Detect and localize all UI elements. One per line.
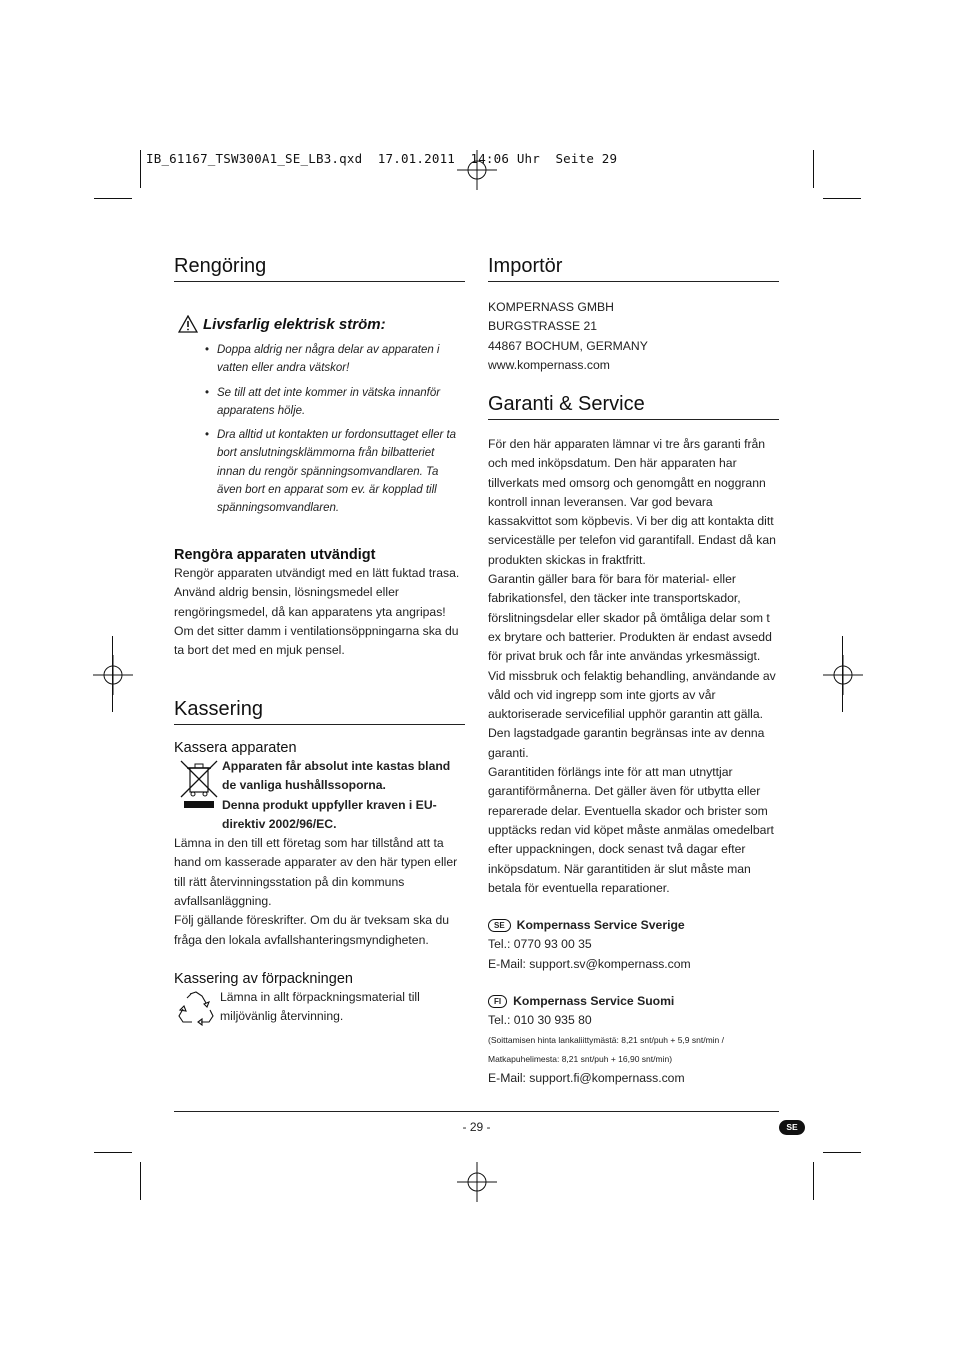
service-se (488, 916, 779, 974)
importor-heading: Importör (488, 255, 779, 282)
kassera-subsection (174, 740, 465, 950)
rengora-heading: Rengöra apparaten utvändigt (174, 547, 376, 563)
fi-mail: E-Mail: support.fi@kompernass.com (488, 1070, 685, 1085)
registration-mark-right (823, 655, 863, 695)
warning-block (174, 315, 465, 333)
fi-tel: Tel.: 010 30 935 80 (488, 1013, 592, 1028)
section-kassering (174, 698, 465, 725)
fi-note-1: (Soittamisen hinta lankaliittymästä: 8,21 snt/puh + 5,9 snt/min / (488, 1034, 724, 1045)
warning-bullet: • Doppa aldrig ner några delar av apparaten i vatten eller andra vätskor! (174, 341, 465, 378)
importor-line: BURGSTRASSE 21 (488, 319, 598, 334)
garanti-para-5: Garantitiden förlängs inte för att man utnyttjar garantiförmånerna. Det gäller även för utbytta eller reparerade delar. Eventuella skador och brister som upptäcks redan vid köpet måste anmälas omedelbart efter uppackningen, dock senast två dagar efter inköpsdatum. När garantitiden är slut måste man betala för eventuella reparationer. (488, 765, 774, 895)
kassera-bold-2: Denna produkt uppfyller kraven i EU-direktiv 2002/96/EC. (222, 797, 437, 831)
footer-rule (174, 1111, 779, 1112)
rengora-text-2: Om det sitter damm i ventilationsöppningarna ska du ta bort det med en mjuk pensel. (174, 623, 459, 658)
recycling-icon (176, 990, 216, 1026)
forpackning-text: Lämna in allt förpackningsmaterial till miljövänlig återvinning. (220, 990, 420, 1024)
warning-icon (178, 315, 198, 333)
importor-website: www.kompernass.com (488, 357, 610, 372)
service-fi (488, 992, 779, 1088)
warning-title: Livsfarlig elektrisk ström: (203, 315, 386, 333)
fi-service-title: Kompernass Service Suomi (513, 994, 675, 1009)
registration-mark-top (457, 150, 497, 190)
registration-mark-bottom (457, 1162, 497, 1202)
rengoring-heading: Rengöring (174, 255, 465, 282)
se-mail: E-Mail: support.sv@kompernass.com (488, 956, 691, 971)
rengora-text-1: Rengör apparaten utvändigt med en lätt fuktad trasa. Använd aldrig bensin, lösningsmedel eller rengöringsmedel, då kan apparatens yta angripas! (174, 566, 460, 619)
warning-list (174, 341, 465, 524)
kassera-heading: Kassera apparaten (174, 740, 297, 756)
section-rengoring (174, 255, 465, 282)
se-badge: SE (488, 919, 511, 932)
print-info-line: IB_61167_TSW300A1_SE_LB3.qxd 17.01.2011 14:06 Uhr Seite 29 (146, 151, 618, 166)
section-importor (488, 255, 779, 375)
importor-line: 44867 BOCHUM, GERMANY (488, 338, 648, 353)
fi-note-2: Matkapuhelimesta: 8,21 snt/puh + 16,90 snt/min) (488, 1053, 673, 1064)
registration-mark-left (93, 655, 133, 695)
garanti-para-4: Den lagstadgade garantin begränsas inte av denna garanti. (488, 726, 765, 760)
fi-badge: FI (488, 995, 507, 1008)
warning-bullet: • Se till att det inte kommer in vätska innanför apparatens hölje. (174, 384, 465, 421)
forpackning-heading: Kassering av förpackningen (174, 971, 353, 987)
kassering-heading: Kassering (174, 698, 465, 725)
section-garanti (488, 393, 779, 1088)
warning-bullet: • Dra alltid ut kontakten ur fordonsuttaget eller ta bort anslutningsklämmorna från bilbatteriet innan du rengör spänningsomvandlaren. Ta även bort en apparat som ev. är kopplad till spänningsomvandlaren. (174, 426, 465, 517)
garanti-para-1: För den här apparaten lämnar vi tre års garanti från och med inköpsdatum. Den här apparaten har tillverkats med omsorg och genomgått en noggrann kontroll innan leveransen. Var god bevara kassakvittot som köpbevis. Vi ber dig att kontakta ditt serviceställe per telefon vid garantifall. Endast då kan produkten skickas in fraktfritt. (488, 437, 776, 567)
forpackning-subsection (174, 971, 465, 1027)
garanti-heading: Garanti & Service (488, 393, 779, 420)
kassera-bold-1: Apparaten får absolut inte kastas bland de vanliga hushållssoporna. (222, 759, 451, 793)
se-service-title: Kompernass Service Sverige (516, 918, 685, 933)
weee-bin-icon (178, 759, 220, 809)
importor-line: KOMPERNASS GMBH (488, 300, 614, 314)
language-badge: SE (779, 1120, 805, 1135)
page-number: - 29 - (462, 1120, 491, 1134)
kassera-text-2: Följ gällande föreskrifter. Om du är tveksam ska du fråga den lokala avfallshanteringsmyndigheten. (174, 913, 450, 947)
rengora-subsection (174, 547, 465, 660)
kassera-text-1: Lämna in den till ett företag som har tillstånd att ta hand om kasserade apparater av den här typen eller till rätt återvinningsstation på din kommuns avfallsanläggning. (174, 836, 458, 909)
se-tel: Tel.: 0770 93 00 35 (488, 937, 592, 952)
garanti-para-2: Garantin gäller bara för bara för material- eller fabrikationsfel, den täcker inte transportskador, förslitningsdelar eller skador på ömtåliga delar som t ex brytare och batterier. Produkten är endast avsedd för privat bruk och får inte användas yrkesmässigt. (488, 572, 772, 664)
garanti-para-3: Vid missbruk och felaktig behandling, användande av våld och vid ingrepp som inte gjorts av vår auktoriserade servicefilial upphör garantin att gälla. (488, 668, 776, 722)
